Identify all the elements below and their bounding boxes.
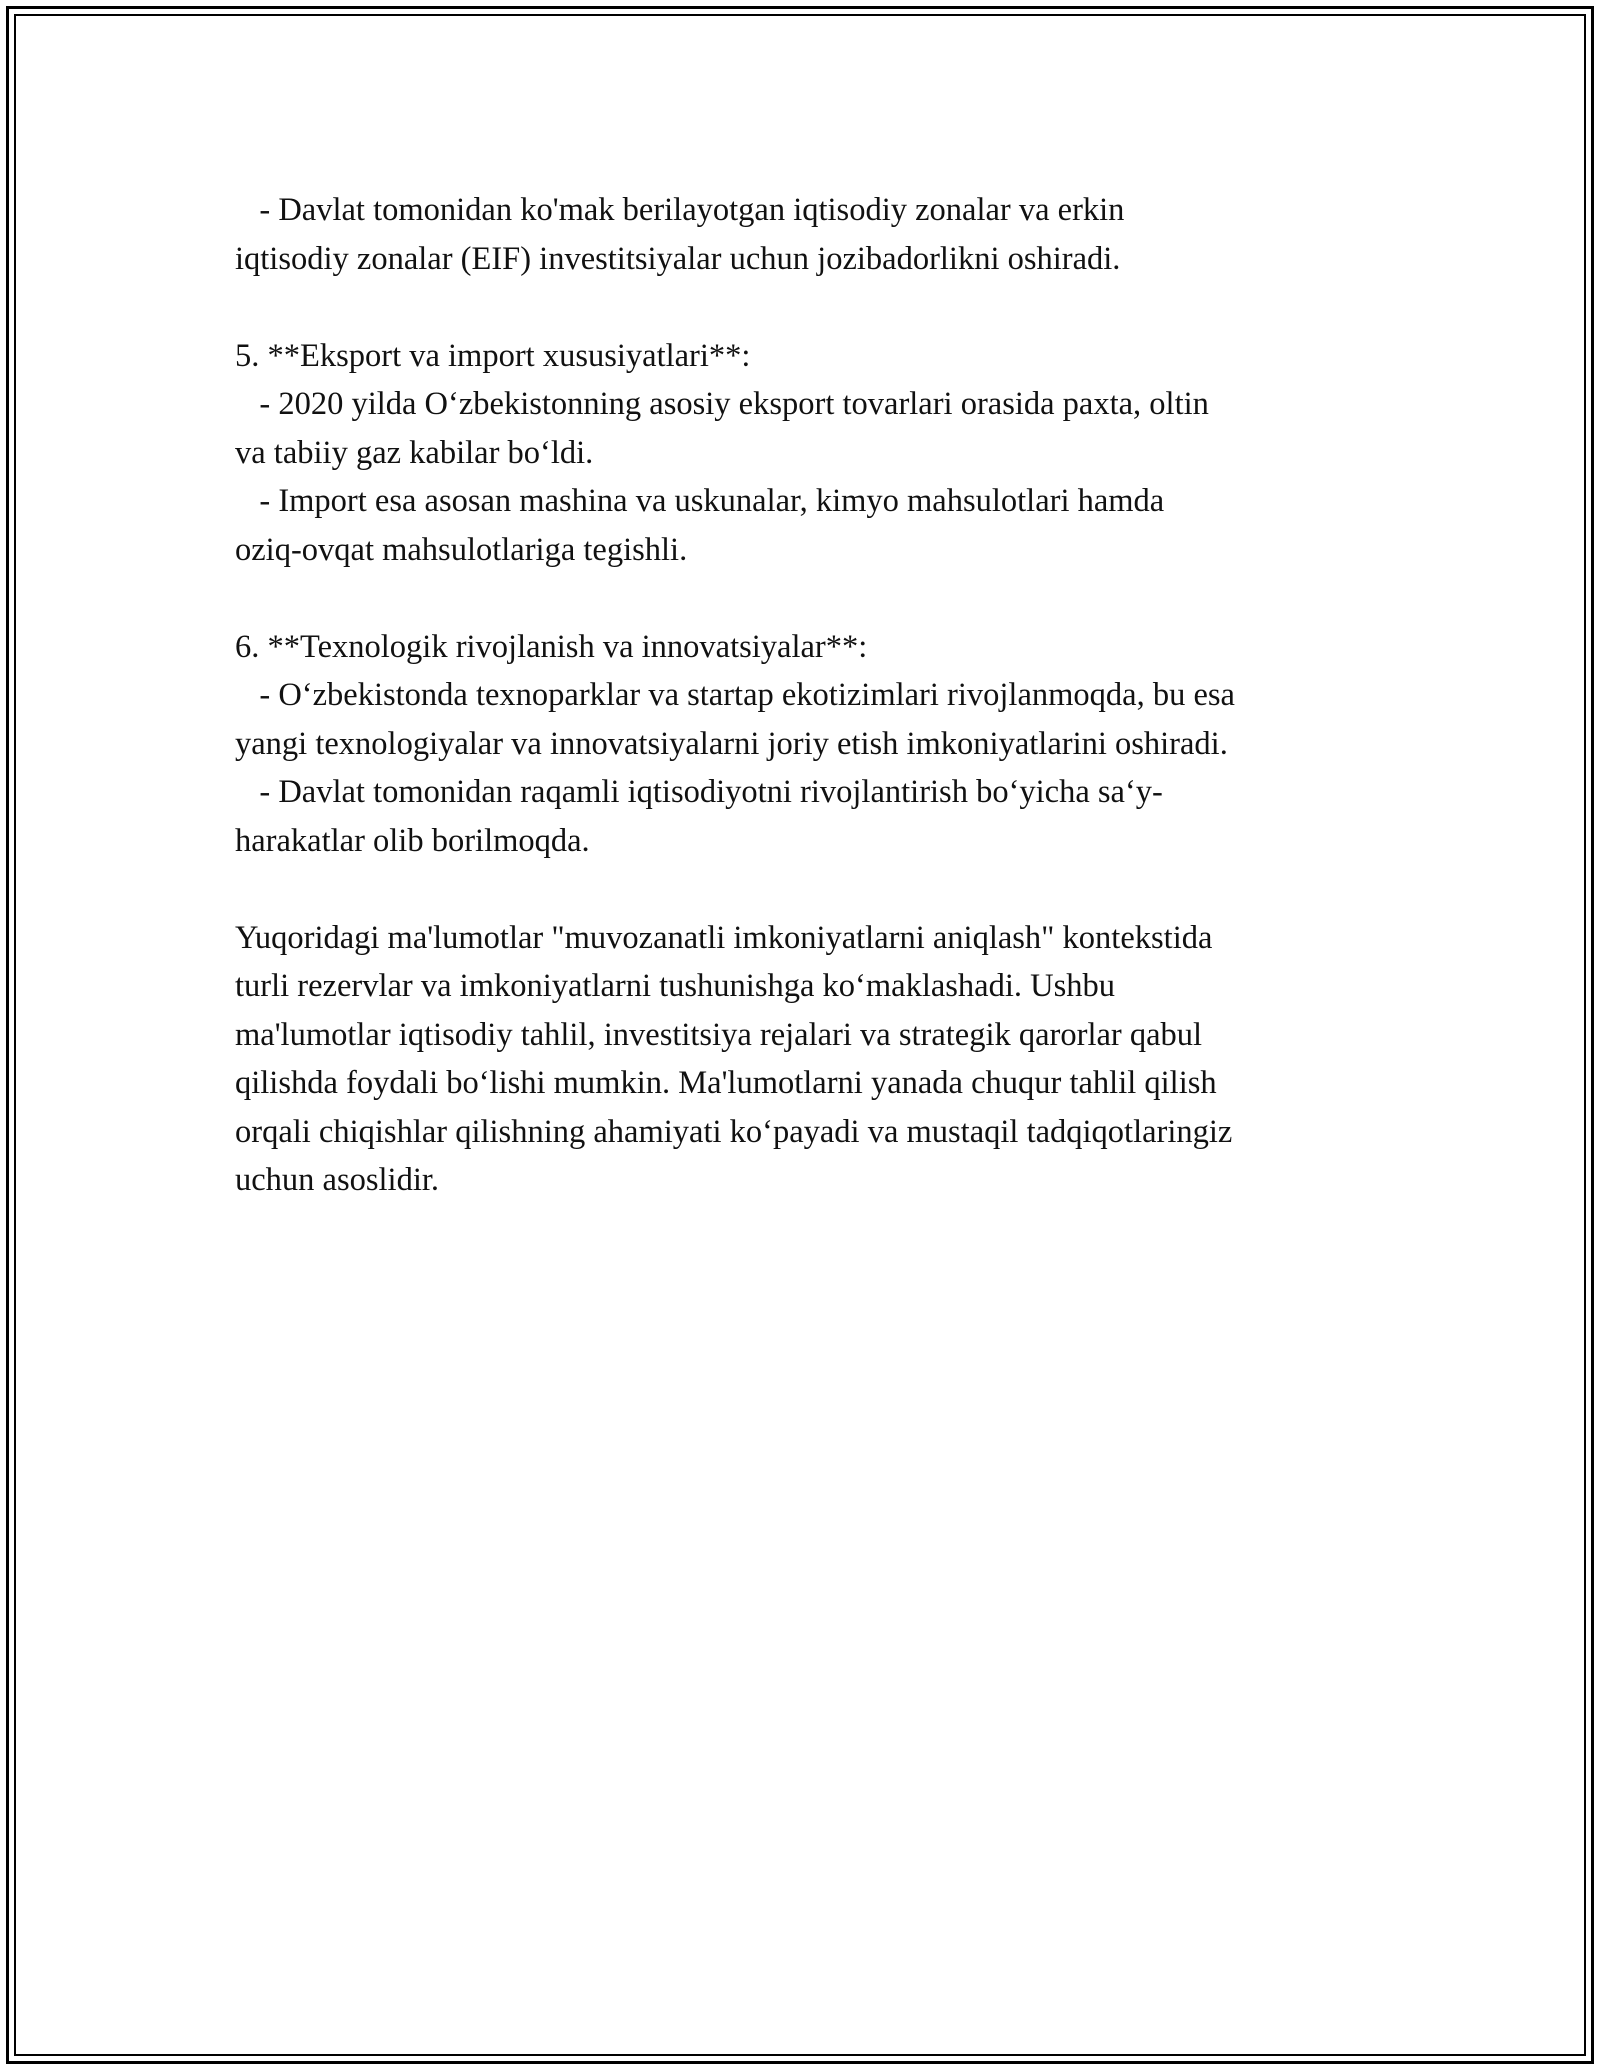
text-line: - O‘zbekistonda texnoparklar va startap ekotizimlari rivojlanmoqda, bu esa xyxy=(235,677,1235,713)
text-line: ma'lumotlar iqtisodiy tahlil, investitsiya rejalari va strategik qarorlar qabul xyxy=(235,1016,1203,1053)
blank-line xyxy=(235,283,1375,332)
blank-line xyxy=(235,574,1375,623)
section-heading xyxy=(235,332,1375,381)
text-line: - 2020 yilda O‘zbekistonning asosiy eksport tovarlari orasida paxta, oltin xyxy=(235,386,1209,422)
bullet-item xyxy=(235,768,1375,865)
text-line: turli rezervlar va imkoniyatlarni tushunishga ko‘maklashadi. Ushbu xyxy=(235,968,1115,1004)
closing-paragraph xyxy=(235,914,1375,1205)
bullet-item xyxy=(235,186,1375,283)
bullet-item xyxy=(235,380,1375,477)
text-line: harakatlar olib borilmoqda. xyxy=(235,822,590,859)
text-line: iqtisodiy zonalar (EIF) investitsiyalar uchun jozibadorlikni oshiradi. xyxy=(235,240,1121,277)
text-line: Yuqoridagi ma'lumotlar "muvozanatli imkoniyatlarni aniqlash" kontekstida xyxy=(235,919,1213,956)
text-line: - Davlat tomonidan raqamli iqtisodiyotni rivojlantirish bo‘yicha sa‘y- xyxy=(235,774,1163,810)
document-body xyxy=(235,186,1375,1205)
bullet-item xyxy=(235,477,1375,574)
blank-line xyxy=(235,865,1375,914)
heading-text: 5. **Eksport va import xususiyatlari**: xyxy=(235,337,751,374)
text-line: orqali chiqishlar qilishning ahamiyati ko‘payadi va mustaqil tadqiqotlaringiz xyxy=(235,1113,1233,1150)
text-line: qilishda foydali bo‘lishi mumkin. Ma'lumotlarni yanada chuqur tahlil qilish xyxy=(235,1065,1217,1101)
text-line: yangi texnologiyalar va innovatsiyalarni joriy etish imkoniyatlarini oshiradi. xyxy=(235,725,1228,762)
heading-text: 6. **Texnologik rivojlanish va innovatsiyalar**: xyxy=(235,628,868,665)
section-heading xyxy=(235,623,1375,672)
bullet-item xyxy=(235,671,1375,768)
text-line: uchun asoslidir. xyxy=(235,1162,440,1198)
text-line: - Davlat tomonidan ko'mak berilayotgan iqtisodiy zonalar va erkin xyxy=(235,192,1125,228)
text-line: oziq-ovqat mahsulotlariga tegishli. xyxy=(235,531,688,568)
text-line: - Import esa asosan mashina va uskunalar, kimyo mahsulotlari hamda xyxy=(235,483,1165,519)
text-line: va tabiiy gaz kabilar bo‘ldi. xyxy=(235,434,594,471)
